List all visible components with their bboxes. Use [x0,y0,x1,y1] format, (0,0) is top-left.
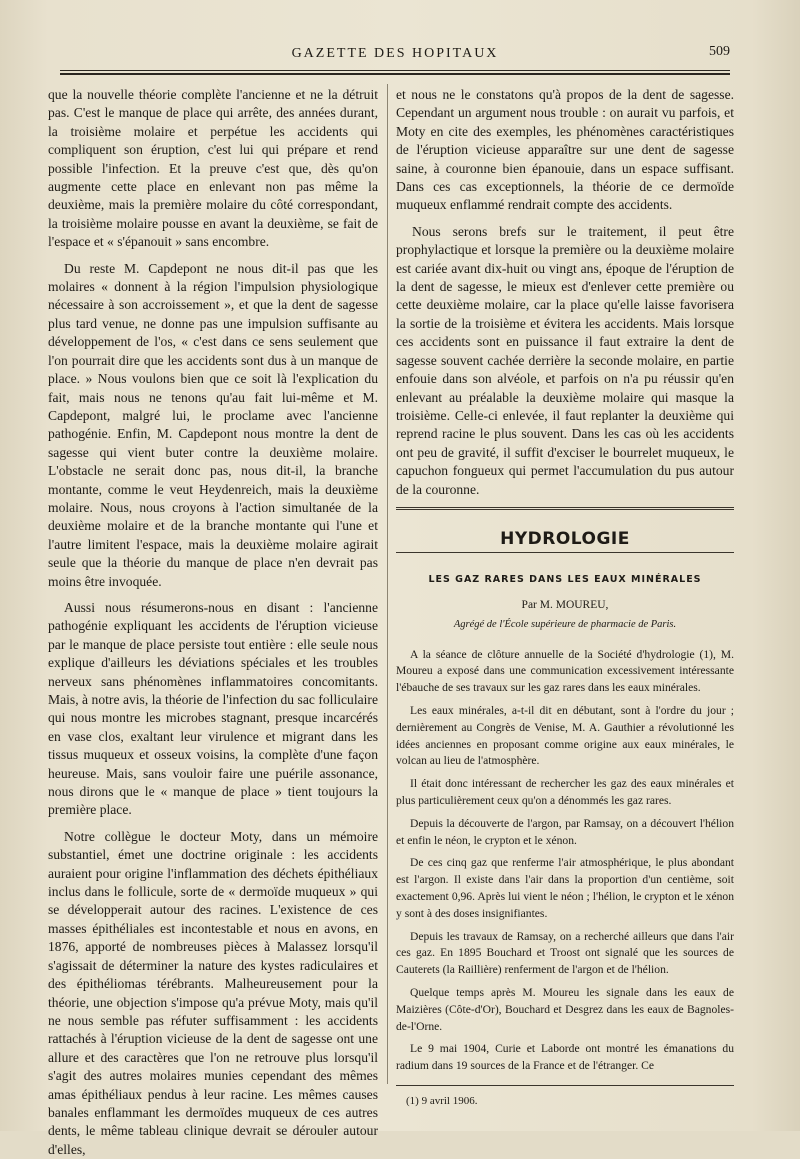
right-column [396,86,734,1110]
body-paragraph: Notre collègue le docteur Moty, dans un mémoire substantiel, émet une doctrine originale : les accidents auraient pour origine l'inflammation des déchets épithéliaux inclus dans le follicule, sorte de « dermoïde muqueux » qui se développerait autour des racines. L'existence de ces masses épithéliales est incontestable et nous en avons, en 1876, apporté de nombreuses pièces à Malassez lorsqu'il s'agissait de déterminer la nature des kystes radiculaires et des épithéliomas térébrants. Malheureusement pour la théorie, une objection s'impose qu'a prévue Moty, mais qu'il ne nous semble pas réfuter suffisamment : les accidents rattachés à l'éruption vicieuse de la dent de sagesse ont une allure et des caractères que l'on ne retrouve plus lorsqu'il s'agit des autres molaires munies cependant des mêmes amas épithéliaux pendus à leur racine. Les mêmes causes banales enflammant les dermoïdes muqueux de ces autres dents, le même tableau clinique devrait se dérouler autour d'elles, [48,828,378,1157]
footnote-rule [396,1085,734,1086]
body-paragraph: et nous ne le constatons qu'à propos de la dent de sagesse. Cependant un argument nous trouble : on aurait vu parfois, et Moty en cite des exemples, les phénomènes caractéristiques de l'éruption vicieuse apparaître sur une dent de sagesse saine, à couronne bien épanouie, dans un espace suffisant. Dans ces cas exceptionnels, la théorie de ce dermoïde muqueux enflammé rendrait compte des accidents. [396,87,734,213]
footnote: (1) 9 avril 1906. [406,1094,478,1107]
article-paragraph: Il était donc intéressant de rechercher les gaz des eaux minérales et plus particulièrement ceux qu'on a dénommés les gaz rares. [396,777,734,807]
section-title: HYDROLOGIE [500,528,630,549]
article-paragraph: Les eaux minérales, a-t-il dit en débutant, sont à l'ordre du jour ; dernièrement au Congrès de Venise, M. A. Gauthier a révolutionné les idées anciennes en proposant comme origine aux eaux minérales, le volcan au lieu de l'atmosphère. [396,703,734,768]
article-paragraph: Depuis la découverte de l'argon, par Ramsay, on a découvert l'hélion et enfin le néon, le crypton et le xénon. [396,816,734,847]
article-paragraph: Le 9 mai 1904, Curie et Laborde ont montré les émanations du radium dans 19 sources de la France et de l'étranger. Ce [396,1042,734,1073]
article-paragraph: Depuis les travaux de Ramsay, on a recherché ailleurs que dans l'air ces gaz. En 1895 Bouchard et Troost ont signalé que les sources de Cauterets (la Raillière) renferment de l'argon et de l'hélion. [396,929,734,977]
body-paragraph: que la nouvelle théorie complète l'ancienne et ne la détruit pas. C'est le manque de place qui arrête, des années durant, la troisième molaire et perpétue les accidents qui compliquent son éruption, c'est lui qui prépare et rend possible l'infection. Et la preuve c'est que, dès qu'on augmente cette place en enlevant non pas même la deuxième, mais la première molaire du côté correspondant, la troisième molaire pousse en avant la deuxième, se fait de l'espace et « s'épanouit » sans encombre. [48,87,378,250]
article-paragraph: Quelque temps après M. Moureu les signale dans les eaux de Maizières (Côte-d'Or), Bouchard et Desgrez dans les eaux de Bagnoles-de-l'Orne. [396,985,734,1033]
column-divider [387,84,388,1084]
body-paragraph: Nous serons brefs sur le traitement, il peut être prophylactique et lorsque la première ou la deuxième molaire est cariée avant dix-huit ou vingt ans, époque de l'éruption de la dent de sagesse, le mieux est d'enlever cette première ou cette deuxième molaire, car la place qu'elle laisse favorisera la sortie de la troisième et évitera les accidents. Mais lorsque ces accidents sont en puissance il faut extraire la dent de sagesse souvent cachée derrière la seconde molaire, en partie enfouie dans son alvéole, et parfois on n'a pu réussir qu'en enlevant au préalable la deuxième molaire qui masque la troisième. Celle-ci enlevée, il faut replanter la deuxième qui reprend racine le plus souvent. Dans les cas où les accidents ont peu de gravité, il suffit d'exciser le bourrelet muqueux, le capuchon fongueux qui permet l'accumulation du pus autour de la couronne. [396,223,734,497]
page-header [60,44,730,68]
article-body [396,647,734,1075]
author-affiliation: Agrégé de l'École supérieure de pharmacie de Paris. [453,619,677,631]
article-author: Par M. MOUREU, [521,598,609,611]
header-rule-thick [60,73,730,75]
running-title: GAZETTE DES HOPITAUX [291,46,499,61]
article-paragraph: A la séance de clôture annuelle de la Société d'hydrologie (1), M. Moureu a exposé dans une communication excessivement intéressante l'ébauche de ses travaux sur les gaz rares dans les eaux minérales. [396,647,734,695]
article-paragraph: De ces cinq gaz que renferme l'air atmosphérique, le plus abondant est l'argon. Il existe dans l'air dans la proportion d'un centième, soit exactement 0,96. Après lui vient le néon ; l'hélion, le crypton et le xénon y sont à des doses insignifiantes. [396,856,734,920]
header-rule [60,70,730,71]
section-rule [396,552,734,553]
article-separator [396,507,734,510]
page-number: 509 [709,44,730,59]
article-title: LES GAZ RARES DANS LES EAUX MINÉRALES [428,574,702,586]
left-column [48,86,378,1157]
body-paragraph: Du reste M. Capdepont ne nous dit-il pas que les molaires « donnent à la région l'impulsion physiologique nécessaire à son accroissement », et que la dent de sagesse plus tard venue, ne donne pas une impulsion suffisante au développement de l'os, « c'est dans ce sens seulement que l'on pourrait dire que les accidents sont dus à un manque de place. » Nous voulons bien que ce soit là l'explication du fait, mais nous ne tenons qu'au fait lui-même et M. Capdepont, malgré lui, le proclame avec l'ancienne pathogénie. Enfin, M. Capdepont nous montre la dent de sagesse qui vient buter contre la deuxième molaire. L'obstacle ne serait donc pas, nous dit-il, la branche montante, comme le veut Heydenreich, mais la deuxième molaire. Nous, nous croyons à l'action simultanée de la deuxième molaire et de la branche montante qui l'une et l'autre limitent l'espace, mais la deuxième molaire agirait seule que la théorie du manque de place n'en devrait pas moins être invoquée. [48,260,378,589]
body-paragraph: Aussi nous résumerons-nous en disant : l'ancienne pathogénie expliquant les accidents de l'éruption vicieuse par le manque de place persiste tout entière : elle seule nous explique d'ailleurs les déviations spéciales et les troubles nerveux sans phénomènes inflammatoires concomitants. Mais, à notre avis, la théorie de l'infection du sac folliculaire qui nous montre les microbes stagnant, presque incarcérés en vase clos, exaltant leur virulence et migrant dans les tissus muqueux et osseux voisins, la complète d'une façon heureuse. Mais, sans vouloir faire une puérile assonance, nous dirons que le « manque de place » tient toujours la première place. [48,599,378,818]
